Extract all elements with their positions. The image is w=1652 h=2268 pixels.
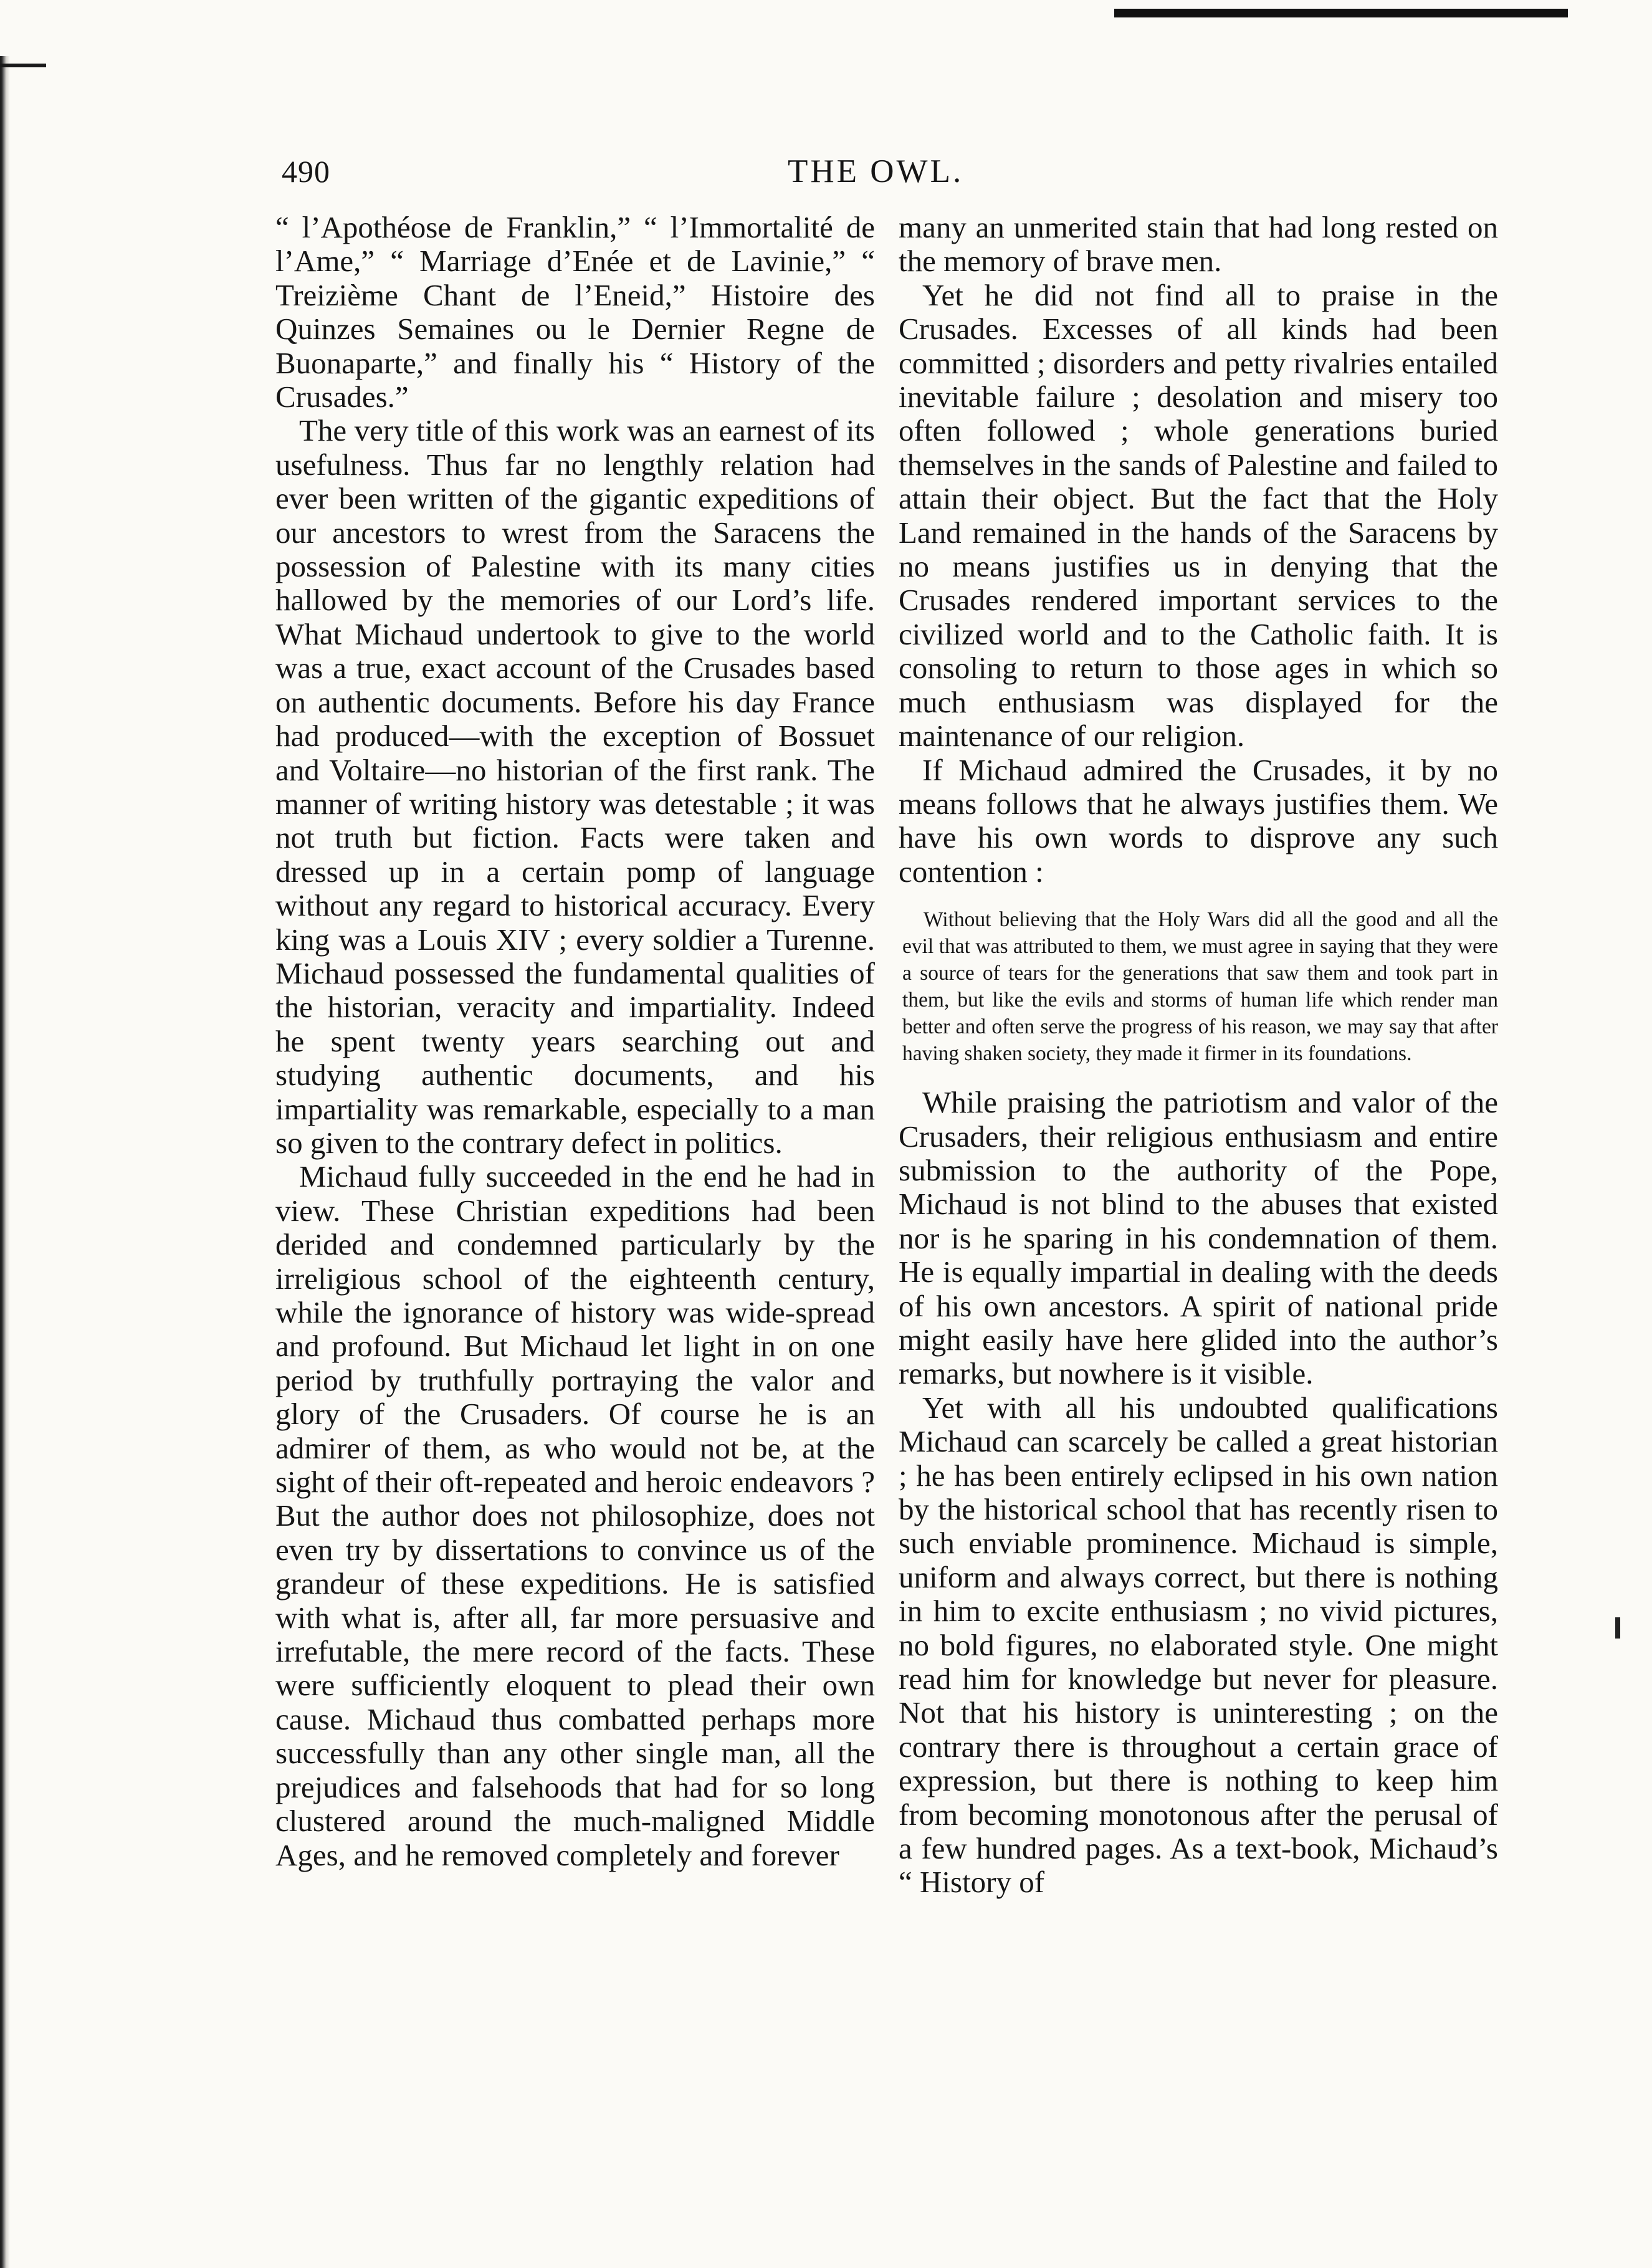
quotation-text: Without believing that the Holy Wars did all the good and all the evil that was attributed to them, we must agree in saying that they were a source of tears for the generations that saw them and took part in them, but like the evils and storms of human life which render man better and often serve the progress of his reason, we may say that after having shaken society, they made it firmer in its foundations. (902, 908, 1498, 1066)
right-column (899, 211, 1498, 1900)
right-paragraph-4: While praising the patriotism and valor of the Crusaders, their religious enthusiasm and entire submission to the authority of the Pope, Michaud is not blind to the abuses that existed nor is he sparing in his condemnation of them. He is equally impartial in dealing with the deeds of his own ancestors. A spirit of national pride might easily have here glided into the author’s remarks, but nowhere is it visible. (899, 1085, 1498, 1391)
right-paragraph-1: many an unmerited stain that had long rested on the memory of brave men. (899, 210, 1498, 279)
page-number: 490 (282, 154, 330, 189)
right-paragraph-5: Yet with all his undoubted qualifications Michaud can scarcely be called a great historian ; he has been entirely eclipsed in his own nation by the historical school that has recently risen to such enviable prominence. Michaud is simple, uniform and always correct, but there is nothing in him to excite enthusiasm ; no vivid pictures, no bold figures, no elaborated style. One might read him for knowledge but never for pleasure. Not that his history is uninteresting ; on the contrary there is throughout a certain grace of expression, but there is nothing to keep him from becoming monotonous after the perusal of a few hundred pages. As a text-book, Michaud’s “ History of (899, 1390, 1498, 1900)
page-header (0, 150, 1652, 193)
margin-mark (1615, 1617, 1620, 1639)
left-paragraph-2: The very title of this work was an earnest of its usefulness. Thus far no lengthly relation had ever been written of the gigantic expeditions of our ancestors to wrest from the Saracens the possession of Palestine with its many cities hallowed by the memories of our Lord’s life. What Michaud undertook to give to the world was a true, exact account of the Crusades based on authentic documents. Before his day France had produced—with the exception of Bossuet and Voltaire—no historian of the first rank. The manner of writing history was detestable ; it was not truth but fiction. Facts were taken and dressed up in a certain pomp of language without any regard to historical accuracy. Every king was a Louis XIV ; every soldier a Turenne. Michaud possessed the fundamental qualities of the historian, veracity and impartiality. Indeed he spent twenty years searching out and studying authentic documents, and his impartiality was remarkable, especially to a man so given to the contrary defect in politics. (275, 413, 875, 1160)
running-head: THE OWL. (788, 153, 964, 189)
page-edge-mark (0, 64, 46, 67)
block-quotation (899, 906, 1498, 1067)
page-binding-edge (0, 56, 10, 2268)
left-column (275, 211, 875, 1872)
top-rule (1114, 9, 1568, 17)
left-paragraph-3: Michaud fully succeeded in the end he had in view. These Christian expeditions had been derided and condemned particularly by the irreligious school of the eighteenth century, while the ignorance of history was wide-spread and profound. But Michaud let light in on one period by truthfully portraying the valor and glory of the Crusaders. Of course he is an admirer of them, as who would not be, at the sight of their oft-repeated and heroic endeavors ? But the author does not philosophize, does not even try by dissertations to convince us of the grandeur of these expeditions. He is satisfied with what is, after all, far more persuasive and irrefutable, the mere record of the facts. These were sufficiently eloquent to plead their own cause. Michaud thus combatted perhaps more successfully than any other single man, all the prejudices and falsehoods that had for so long clustered around the much-maligned Middle Ages, and he removed completely and forever (275, 1159, 875, 1872)
left-paragraph-1: “ l’Apothéose de Franklin,” “ l’Immortalité de l’Ame,” “ Marriage d’Enée et de Lavinie,” “ Treizième Chant de l’Eneid,” Histoire des Quinzes Semaines ou le Dernier Regne de Buonaparte,” and finally his “ History of the Crusades.” (275, 210, 875, 414)
right-paragraph-3: If Michaud admired the Crusades, it by no means follows that he always justifies them. We have his own words to disprove any such contention : (899, 752, 1498, 889)
right-paragraph-2: Yet he did not find all to praise in the Crusades. Excesses of all kinds had been committed ; disorders and petty rivalries entailed inevitable failure ; desolation and misery too often followed ; whole generations buried themselves in the sands of Palestine and failed to attain their object. But the fact that the Holy Land remained in the hands of the Saracens by no means justifies us in denying that the Crusades rendered important services to the civilized world and to the Catholic faith. It is consoling to return to those ages in which so much enthusiasm was displayed for the maintenance of our religion. (899, 277, 1498, 754)
